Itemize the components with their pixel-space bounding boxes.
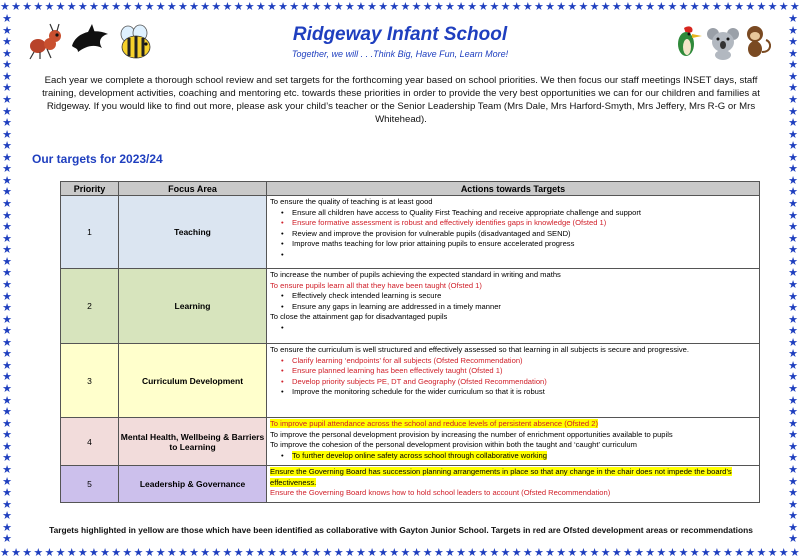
star-icon: ★	[77, 547, 88, 559]
star-icon: ★	[356, 1, 366, 13]
star-icon: ★	[656, 547, 667, 559]
priority-cell: 4	[61, 418, 119, 466]
table-row	[61, 344, 760, 418]
star-icon: ★	[289, 547, 300, 559]
star-icon: ★	[2, 13, 12, 25]
star-icon: ★	[712, 1, 722, 13]
star-icon: ★	[389, 1, 400, 13]
star-icon: ★	[278, 547, 288, 559]
action-line: Ensure the Governing Board knows how to hold school leaders to account (Ofsted Recommendation)	[270, 488, 611, 498]
star-icon: ★	[589, 547, 600, 559]
star-icon: ★	[2, 371, 12, 384]
star-icon: ★	[2, 417, 12, 430]
star-icon: ★	[166, 547, 177, 559]
actions-cell	[267, 269, 760, 344]
star-icon: ★	[522, 547, 533, 559]
star-icon: ★	[2, 47, 12, 60]
star-icon: ★	[611, 1, 622, 13]
star-icon: ★	[611, 547, 622, 559]
star-icon: ★	[589, 1, 600, 13]
star-icon: ★	[467, 547, 478, 559]
star-icon: ★	[788, 105, 798, 118]
star-icon: ★	[667, 547, 678, 559]
star-icon: ★	[456, 547, 466, 559]
action-line: Ensure the Governing Board has succession planning arrangements in place so that any change in the chair does not impede the board’s effectiveness.	[270, 467, 732, 487]
priority-cell: 5	[61, 466, 119, 503]
star-icon: ★	[789, 547, 800, 559]
star-icon: ★	[788, 533, 798, 546]
star-icon: ★	[311, 1, 322, 13]
star-icon: ★	[788, 359, 798, 372]
star-icon: ★	[2, 278, 12, 291]
star-icon: ★	[623, 547, 633, 559]
star-icon: ★	[723, 1, 733, 13]
star-border-bottom	[0, 546, 800, 560]
star-icon: ★	[89, 1, 99, 13]
star-icon: ★	[2, 521, 12, 534]
star-icon: ★	[255, 547, 266, 559]
star-icon: ★	[2, 244, 12, 257]
priority-cell: 3	[61, 344, 119, 418]
star-icon: ★	[2, 93, 12, 106]
star-icon: ★	[267, 1, 277, 13]
star-icon: ★	[756, 547, 767, 559]
star-icon: ★	[300, 1, 311, 13]
star-icon: ★	[189, 547, 199, 559]
star-icon: ★	[77, 1, 88, 13]
star-icon: ★	[100, 1, 110, 13]
star-icon: ★	[55, 1, 66, 13]
action-line: To increase the number of pupils achieving the expected standard in writing and maths	[270, 270, 561, 279]
star-icon: ★	[788, 440, 798, 453]
focus-cell: Curriculum Development	[119, 344, 267, 418]
star-icon: ★	[745, 547, 756, 559]
star-icon: ★	[478, 547, 489, 559]
star-icon: ★	[689, 547, 700, 559]
star-icon: ★	[433, 547, 444, 559]
star-icon: ★	[2, 383, 12, 395]
star-icon: ★	[2, 105, 12, 118]
star-icon: ★	[2, 475, 12, 488]
star-icon: ★	[556, 547, 567, 559]
star-icon: ★	[44, 547, 55, 559]
star-icon: ★	[2, 140, 12, 153]
star-icon: ★	[788, 406, 798, 419]
star-icon: ★	[22, 1, 33, 13]
action-line: To improve the personal development provision by increasing the number of enrichment opportunities available to pupils	[270, 429, 673, 439]
action-line: • Improve the monitoring schedule for the wider curriculum so that it is robust	[270, 387, 756, 398]
action-line-empty	[270, 250, 756, 261]
star-icon: ★	[333, 547, 344, 559]
star-icon: ★	[2, 255, 12, 268]
targets-table	[60, 181, 760, 503]
star-icon: ★	[33, 1, 44, 13]
star-icon: ★	[422, 547, 433, 559]
star-icon: ★	[788, 209, 798, 222]
star-icon: ★	[788, 174, 798, 187]
star-icon: ★	[767, 547, 778, 559]
star-icon: ★	[2, 498, 12, 511]
star-icon: ★	[11, 547, 21, 559]
star-icon: ★	[11, 1, 21, 13]
star-icon: ★	[2, 325, 12, 338]
star-icon: ★	[556, 1, 567, 13]
star-icon: ★	[778, 547, 789, 559]
star-icon: ★	[2, 209, 12, 222]
star-icon: ★	[712, 547, 722, 559]
star-icon: ★	[756, 1, 767, 13]
actions-cell	[267, 344, 760, 418]
star-icon: ★	[433, 1, 444, 13]
action-line: To close the attainment gap for disadvantaged pupils	[270, 312, 448, 322]
star-icon: ★	[344, 1, 355, 13]
header-actions: Actions towards Targets	[267, 182, 760, 196]
star-icon: ★	[322, 547, 333, 559]
star-icon: ★	[211, 547, 222, 559]
star-icon: ★	[456, 1, 466, 13]
star-icon: ★	[2, 82, 12, 95]
star-icon: ★	[2, 70, 12, 83]
action-line: • Clarify learning ‘endpoints’ for all subjects (Ofsted Recommendation)	[270, 356, 756, 367]
star-icon: ★	[2, 117, 12, 130]
star-icon: ★	[311, 547, 322, 559]
action-line: To ensure the curriculum is well structured and effectively assessed so that learning in all subjects is secure and progressive.	[270, 345, 689, 354]
star-icon: ★	[788, 313, 798, 326]
star-icon: ★	[233, 1, 244, 13]
star-icon: ★	[378, 1, 389, 13]
table-row	[61, 466, 760, 503]
monkey-icon	[740, 22, 774, 60]
star-icon: ★	[2, 186, 12, 199]
star-icon: ★	[55, 547, 66, 559]
star-icon: ★	[467, 1, 478, 13]
star-icon: ★	[333, 1, 344, 13]
action-line: To ensure pupils learn all that they have been taught (Ofsted 1)	[270, 280, 482, 290]
star-icon: ★	[0, 547, 10, 559]
star-icon: ★	[500, 547, 511, 559]
star-icon: ★	[2, 510, 12, 523]
focus-cell: Learning	[119, 269, 267, 344]
intro-paragraph: Each year we complete a thorough school review and set targets for the forthcoming year based on school priorities. We then focus our staff meetings INSET days, staff training, development activities, coaching and mentoring etc. towards these priorities in order to provide the very best opportunities we can for our children and families at Ridgeway. If you would like to find out more, please ask your child’s teacher or the Senior Leadership Team (Mrs Dale, Mrs Harford-Smyth, Mrs Jeffery, Mrs R-G or Mrs Whitehead).	[42, 75, 760, 125]
table-row	[61, 196, 760, 269]
star-icon: ★	[788, 244, 798, 257]
star-icon: ★	[788, 70, 798, 83]
star-icon: ★	[400, 1, 411, 13]
page-title: Ridgeway Infant School	[292, 24, 508, 45]
star-icon: ★	[767, 1, 778, 13]
action-line: To ensure the quality of teaching is at least good	[270, 197, 433, 206]
star-icon: ★	[788, 383, 798, 395]
star-icon: ★	[2, 24, 12, 37]
star-icon: ★	[567, 547, 578, 559]
star-icon: ★	[511, 1, 522, 13]
star-icon: ★	[200, 1, 211, 13]
actions-cell	[267, 418, 760, 466]
star-icon: ★	[2, 198, 12, 210]
star-icon: ★	[788, 510, 798, 523]
star-icon: ★	[500, 1, 511, 13]
star-icon: ★	[378, 547, 389, 559]
star-icon: ★	[788, 232, 798, 245]
star-icon: ★	[267, 547, 277, 559]
star-icon: ★	[144, 547, 155, 559]
star-icon: ★	[788, 267, 798, 280]
star-icon: ★	[778, 1, 789, 13]
star-icon: ★	[2, 359, 12, 372]
star-icon: ★	[689, 1, 700, 13]
action-line: To improve the cohesion of the personal development provision within both the taught and ‘caught’ curriculum	[270, 440, 637, 450]
star-icon: ★	[367, 547, 377, 559]
star-icon: ★	[411, 547, 422, 559]
star-icon: ★	[2, 221, 12, 234]
header-priority: Priority	[61, 182, 119, 196]
woodpecker-icon	[670, 22, 704, 60]
star-icon: ★	[344, 547, 355, 559]
star-icon: ★	[489, 1, 500, 13]
star-icon: ★	[788, 278, 798, 291]
star-icon: ★	[788, 93, 798, 106]
action-line: • Ensure planned learning has been effectively taught (Ofsted 1)	[270, 366, 756, 377]
header	[18, 14, 782, 76]
star-icon: ★	[244, 547, 255, 559]
focus-cell: Mental Health, Wellbeing & Barriers to Learning	[119, 418, 267, 466]
star-icon: ★	[322, 1, 333, 13]
star-icon: ★	[788, 163, 798, 176]
star-icon: ★	[111, 1, 122, 13]
star-icon: ★	[133, 1, 144, 13]
star-icon: ★	[734, 1, 745, 13]
star-icon: ★	[788, 475, 798, 488]
star-icon: ★	[389, 547, 400, 559]
star-icon: ★	[244, 1, 255, 13]
star-icon: ★	[367, 1, 377, 13]
star-icon: ★	[788, 336, 798, 349]
star-icon: ★	[122, 547, 133, 559]
star-icon: ★	[300, 547, 311, 559]
focus-cell: Leadership & Governance	[119, 466, 267, 503]
star-icon: ★	[634, 547, 644, 559]
star-icon: ★	[178, 1, 188, 13]
star-icon: ★	[100, 547, 110, 559]
star-icon: ★	[656, 1, 667, 13]
star-icon: ★	[578, 1, 589, 13]
star-icon: ★	[645, 1, 656, 13]
star-icon: ★	[578, 547, 589, 559]
targets-heading: Our targets for 2023/24	[32, 152, 163, 166]
star-icon: ★	[545, 547, 555, 559]
table-row	[61, 269, 760, 344]
star-icon: ★	[178, 547, 188, 559]
footer-note: Targets highlighted in yellow are those which have been identified as collaborative with Gayton Junior School. Targets in red are Ofsted development areas or recommendations	[49, 525, 753, 535]
star-icon: ★	[788, 151, 798, 164]
action-line: • Effectively check intended learning is secure	[270, 291, 756, 302]
star-icon: ★	[2, 128, 12, 141]
star-icon: ★	[144, 1, 155, 13]
star-icon: ★	[2, 267, 12, 280]
koala-icon	[706, 22, 740, 60]
star-icon: ★	[788, 198, 798, 210]
star-icon: ★	[788, 417, 798, 430]
star-icon: ★	[788, 371, 798, 384]
star-icon: ★	[600, 547, 611, 559]
star-icon: ★	[2, 302, 12, 315]
star-icon: ★	[645, 547, 656, 559]
star-icon: ★	[89, 547, 99, 559]
star-icon: ★	[200, 547, 211, 559]
table-row	[61, 418, 760, 466]
star-icon: ★	[2, 174, 12, 187]
star-icon: ★	[2, 290, 12, 303]
star-icon: ★	[788, 255, 798, 268]
action-line: • Ensure all children have access to Quality First Teaching and receive appropriate challenge and support	[270, 208, 756, 219]
star-icon: ★	[278, 1, 288, 13]
star-icon: ★	[788, 487, 798, 500]
star-icon: ★	[788, 302, 798, 315]
star-icon: ★	[700, 1, 711, 13]
star-icon: ★	[678, 547, 689, 559]
star-icon: ★	[445, 547, 455, 559]
star-icon: ★	[222, 547, 233, 559]
star-icon: ★	[111, 547, 122, 559]
action-line-empty	[270, 323, 756, 334]
star-icon: ★	[788, 140, 798, 153]
priority-cell: 2	[61, 269, 119, 344]
star-icon: ★	[723, 547, 733, 559]
star-icon: ★	[2, 313, 12, 326]
star-icon: ★	[422, 1, 433, 13]
star-icon: ★	[2, 452, 12, 465]
star-icon: ★	[788, 82, 798, 95]
star-icon: ★	[788, 47, 798, 60]
star-icon: ★	[289, 1, 300, 13]
star-icon: ★	[788, 452, 798, 465]
star-icon: ★	[788, 290, 798, 303]
action-line: To improve pupil attendance across the school and reduce levels of persistent absence (Ofsted 2)	[270, 419, 598, 428]
action-line: • Improve maths teaching for low prior attaining pupils to ensure accelerated progress	[270, 239, 756, 250]
star-icon: ★	[189, 1, 199, 13]
star-border-left	[0, 14, 14, 546]
star-icon: ★	[2, 487, 12, 500]
star-icon: ★	[2, 394, 12, 407]
star-icon: ★	[788, 59, 798, 72]
star-icon: ★	[2, 163, 12, 176]
star-icon: ★	[511, 547, 522, 559]
star-icon: ★	[2, 232, 12, 245]
star-icon: ★	[788, 498, 798, 511]
star-icon: ★	[745, 1, 756, 13]
star-icon: ★	[545, 1, 555, 13]
star-icon: ★	[122, 1, 133, 13]
star-icon: ★	[789, 1, 800, 13]
action-line: • Ensure any gaps in learning are addressed in a timely manner	[270, 302, 756, 313]
star-icon: ★	[44, 1, 55, 13]
star-icon: ★	[33, 547, 44, 559]
action-line: To further develop online safety across school through collaborative working	[292, 450, 547, 460]
star-icon: ★	[22, 547, 33, 559]
star-icon: ★	[66, 547, 77, 559]
star-icon: ★	[534, 547, 544, 559]
star-icon: ★	[233, 547, 244, 559]
star-border-right	[786, 14, 800, 546]
star-icon: ★	[222, 1, 233, 13]
star-icon: ★	[634, 1, 644, 13]
star-icon: ★	[411, 1, 422, 13]
star-icon: ★	[133, 547, 144, 559]
star-icon: ★	[400, 547, 411, 559]
star-icon: ★	[623, 1, 633, 13]
table-header-row	[61, 182, 760, 196]
star-icon: ★	[2, 59, 12, 72]
star-icon: ★	[2, 36, 12, 49]
star-icon: ★	[567, 1, 578, 13]
star-icon: ★	[0, 1, 10, 13]
star-icon: ★	[667, 1, 678, 13]
star-icon: ★	[2, 348, 12, 361]
star-icon: ★	[155, 1, 166, 13]
star-icon: ★	[788, 348, 798, 361]
star-icon: ★	[788, 186, 798, 199]
star-icon: ★	[478, 1, 489, 13]
star-icon: ★	[788, 463, 798, 476]
star-icon: ★	[522, 1, 533, 13]
star-icon: ★	[2, 336, 12, 349]
star-icon: ★	[788, 117, 798, 130]
star-icon: ★	[788, 128, 798, 141]
star-icon: ★	[356, 547, 366, 559]
action-line: • Ensure formative assessment is robust and effectively identifies gaps in knowledge (Ofsted 1)	[270, 218, 756, 229]
star-icon: ★	[788, 221, 798, 234]
star-icon: ★	[678, 1, 689, 13]
star-icon: ★	[700, 547, 711, 559]
star-icon: ★	[66, 1, 77, 13]
star-icon: ★	[155, 547, 166, 559]
star-icon: ★	[445, 1, 455, 13]
actions-cell	[267, 466, 760, 503]
star-icon: ★	[788, 521, 798, 534]
tagline: Together, we will . . .Think Big, Have Fun, Learn More!	[291, 49, 509, 59]
star-icon: ★	[2, 440, 12, 453]
star-icon: ★	[788, 394, 798, 407]
star-icon: ★	[489, 547, 500, 559]
star-icon: ★	[2, 533, 12, 546]
star-icon: ★	[788, 13, 798, 25]
star-icon: ★	[788, 36, 798, 49]
action-line: • Review and improve the provision for vulnerable pupils (disadvantaged and SEND)	[270, 229, 756, 240]
star-icon: ★	[600, 1, 611, 13]
star-border-top	[0, 0, 800, 14]
star-icon: ★	[734, 547, 745, 559]
star-icon: ★	[211, 1, 222, 13]
star-icon: ★	[2, 151, 12, 164]
priority-cell: 1	[61, 196, 119, 269]
star-icon: ★	[788, 325, 798, 338]
star-icon: ★	[166, 1, 177, 13]
page	[18, 14, 782, 546]
header-focus-area: Focus Area	[119, 182, 267, 196]
star-icon: ★	[2, 406, 12, 419]
star-icon: ★	[534, 1, 544, 13]
action-line: • Develop priority subjects PE, DT and Geography (Ofsted Recommendation)	[270, 377, 756, 388]
actions-cell	[267, 196, 760, 269]
star-icon: ★	[255, 1, 266, 13]
star-icon: ★	[2, 429, 12, 442]
star-icon: ★	[788, 24, 798, 37]
star-icon: ★	[2, 463, 12, 476]
star-icon: ★	[788, 429, 798, 442]
focus-cell: Teaching	[119, 196, 267, 269]
